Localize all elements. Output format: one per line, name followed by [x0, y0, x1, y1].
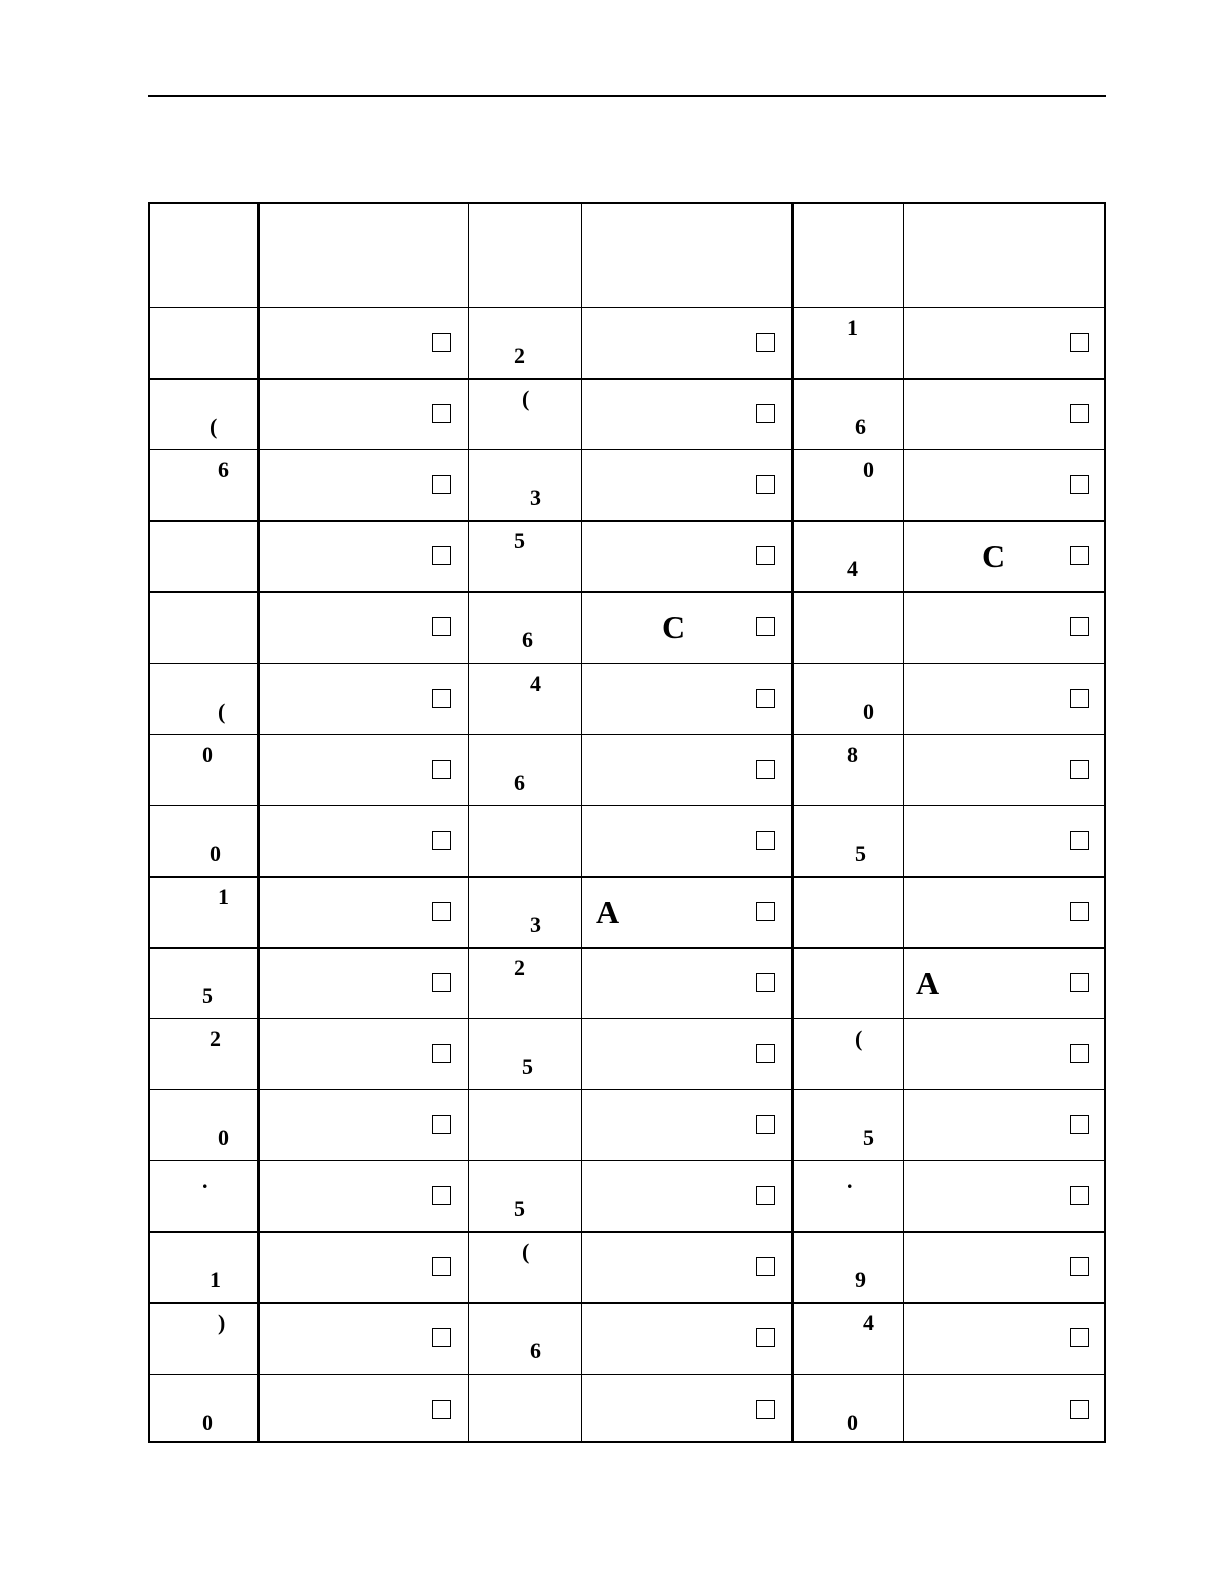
cell-glyph: 9	[855, 1267, 866, 1293]
row-divider	[150, 805, 1104, 806]
checkbox-2[interactable]	[756, 1400, 775, 1419]
checkbox-3[interactable]	[1070, 404, 1089, 423]
cell-glyph: 4	[530, 670, 541, 696]
column-divider	[581, 204, 582, 1441]
checkbox-3[interactable]	[1070, 1328, 1089, 1347]
checkbox-3[interactable]	[1070, 831, 1089, 850]
row-divider	[150, 378, 1104, 380]
cell-glyph: 5	[863, 1125, 874, 1151]
checkbox-1[interactable]	[432, 475, 451, 494]
cell-glyph: 1	[847, 315, 858, 340]
checkbox-1[interactable]	[432, 546, 451, 565]
row-divider	[150, 449, 1104, 450]
column-divider	[468, 204, 469, 1441]
checkbox-3[interactable]	[1070, 760, 1089, 779]
cell-glyph: 5	[522, 1054, 533, 1079]
cell-glyph: 5	[855, 840, 866, 866]
cell-glyph: (	[210, 414, 218, 440]
checkbox-1[interactable]	[432, 617, 451, 636]
cell-glyph: 5	[202, 982, 213, 1008]
checkbox-2[interactable]	[756, 689, 775, 708]
checkbox-3[interactable]	[1070, 333, 1089, 352]
cell-glyph: (	[855, 1026, 863, 1051]
cell-glyph: .	[202, 1168, 208, 1194]
checkbox-2[interactable]	[756, 333, 775, 352]
checkbox-1[interactable]	[432, 1257, 451, 1276]
cell-glyph: 6	[855, 414, 866, 440]
checkbox-3[interactable]	[1070, 902, 1089, 921]
cell-glyph: 1	[210, 1267, 221, 1293]
checkbox-1[interactable]	[432, 1115, 451, 1134]
row-divider	[150, 1018, 1104, 1019]
checkbox-2[interactable]	[756, 1328, 775, 1347]
cell-glyph: 2	[514, 343, 525, 368]
checkbox-3[interactable]	[1070, 617, 1089, 636]
cell-glyph: 3	[530, 485, 541, 511]
checkbox-2[interactable]	[756, 1044, 775, 1063]
checkbox-1[interactable]	[432, 1044, 451, 1063]
checkbox-3[interactable]	[1070, 973, 1089, 992]
cell-letter: C	[662, 609, 686, 646]
checkbox-2[interactable]	[756, 1257, 775, 1276]
row-divider	[150, 876, 1104, 878]
checkbox-2[interactable]	[756, 546, 775, 565]
checkbox-2[interactable]	[756, 760, 775, 779]
row-divider	[150, 1160, 1104, 1161]
row-divider	[150, 307, 1104, 308]
checkbox-1[interactable]	[432, 1328, 451, 1347]
column-divider	[903, 204, 904, 1441]
cell-glyph: 0	[218, 1125, 229, 1151]
cell-glyph: 6	[514, 769, 525, 795]
checkbox-2[interactable]	[756, 617, 775, 636]
row-divider	[150, 663, 1104, 664]
row-divider	[150, 1231, 1104, 1233]
row-divider	[150, 734, 1104, 735]
checkbox-1[interactable]	[432, 333, 451, 352]
cell-glyph: (	[522, 386, 530, 412]
cell-glyph: .	[847, 1168, 853, 1194]
checkbox-3[interactable]	[1070, 1115, 1089, 1134]
cell-glyph: (	[218, 698, 226, 724]
checkbox-1[interactable]	[432, 1186, 451, 1205]
checkbox-3[interactable]	[1070, 475, 1089, 494]
checkbox-2[interactable]	[756, 902, 775, 921]
row-divider	[150, 1374, 1104, 1375]
cell-glyph: 0	[202, 1409, 213, 1435]
cell-glyph: 4	[863, 1310, 874, 1336]
cell-glyph: 8	[847, 741, 858, 767]
checkbox-3[interactable]	[1070, 689, 1089, 708]
cell-letter: A	[596, 893, 620, 930]
header-rule	[148, 95, 1106, 97]
cell-letter: A	[916, 964, 940, 1001]
cell-glyph: 0	[863, 457, 874, 483]
checkbox-1[interactable]	[432, 1400, 451, 1419]
cell-glyph: (	[522, 1239, 530, 1265]
checkbox-2[interactable]	[756, 404, 775, 423]
checkbox-3[interactable]	[1070, 1400, 1089, 1419]
cell-glyph: 6	[218, 457, 229, 483]
cell-glyph: 6	[522, 627, 533, 653]
checkbox-2[interactable]	[756, 831, 775, 850]
row-divider	[150, 591, 1104, 593]
checkbox-2[interactable]	[756, 973, 775, 992]
checkbox-1[interactable]	[432, 689, 451, 708]
cell-glyph: 3	[530, 911, 541, 937]
cell-glyph: 0	[863, 698, 874, 724]
checkbox-2[interactable]	[756, 1186, 775, 1205]
cell-glyph: 0	[210, 840, 221, 866]
row-divider	[150, 1302, 1104, 1304]
cell-glyph: 4	[847, 556, 858, 582]
cell-glyph: 0	[202, 741, 213, 767]
checkbox-1[interactable]	[432, 760, 451, 779]
cell-glyph: 6	[530, 1338, 541, 1364]
checkbox-1[interactable]	[432, 831, 451, 850]
row-divider	[150, 1089, 1104, 1090]
cell-glyph: )	[218, 1310, 226, 1336]
checkbox-3[interactable]	[1070, 1186, 1089, 1205]
checkbox-3[interactable]	[1070, 1044, 1089, 1063]
cell-glyph: 0	[847, 1409, 858, 1435]
checkbox-3[interactable]	[1070, 1257, 1089, 1276]
cell-letter: C	[982, 538, 1006, 575]
checkbox-2[interactable]	[756, 1115, 775, 1134]
checkbox-1[interactable]	[432, 973, 451, 992]
checkbox-3[interactable]	[1070, 546, 1089, 565]
row-divider	[150, 947, 1104, 949]
checkbox-2[interactable]	[756, 475, 775, 494]
cell-glyph: 1	[218, 883, 229, 909]
cell-glyph: 5	[514, 528, 525, 554]
column-divider	[791, 204, 794, 1441]
cell-glyph: 2	[514, 954, 525, 980]
checkbox-1[interactable]	[432, 902, 451, 921]
checkbox-1[interactable]	[432, 404, 451, 423]
column-divider	[257, 204, 260, 1441]
cell-glyph: 5	[514, 1196, 525, 1222]
checkbox-table	[148, 202, 1106, 1443]
cell-glyph: 2	[210, 1026, 221, 1051]
row-divider	[150, 520, 1104, 522]
